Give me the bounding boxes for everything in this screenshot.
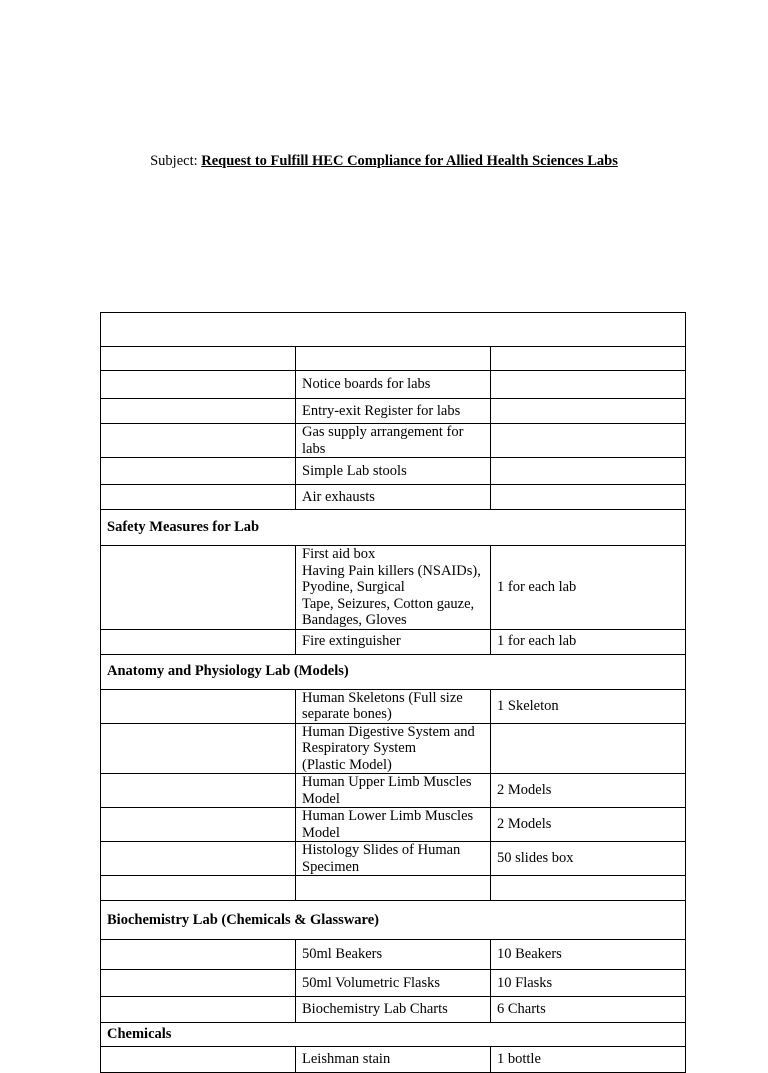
- serial-cell: [101, 970, 296, 997]
- item-text: Histology Slides of Human Specimen: [302, 842, 461, 875]
- item-text: (Plastic Model): [302, 756, 392, 773]
- table-row: [101, 424, 686, 458]
- quantity-cell: 2 Models: [491, 774, 686, 808]
- equipment-table: [100, 312, 686, 1073]
- item-text: 50ml Beakers: [302, 946, 383, 963]
- item-cell: [296, 347, 491, 371]
- item-text: Human Upper Limb Muscles Model: [302, 774, 472, 807]
- table-row: [101, 940, 686, 970]
- section-row: [101, 654, 686, 689]
- quantity-cell: 1 Skeleton: [491, 689, 686, 723]
- section-row: [101, 313, 686, 347]
- serial-cell: [101, 399, 296, 424]
- item-text: 50ml Volumetric Flasks: [302, 974, 441, 991]
- section-row: [101, 1023, 686, 1047]
- item-text: Human Skeletons (Full size separate bones): [302, 689, 463, 722]
- table-row: [101, 546, 686, 630]
- section-heading: Anatomy and Physiology Lab (Models): [101, 654, 686, 689]
- item-text: Leishman stain: [302, 1051, 391, 1068]
- serial-cell: [101, 1047, 296, 1073]
- item-cell: [296, 399, 491, 424]
- serial-cell: [101, 371, 296, 399]
- item-text: Human Lower Limb Muscles Model: [302, 808, 474, 841]
- quantity-cell: [491, 458, 686, 485]
- item-text: Human Digestive System and Respiratory System: [302, 723, 475, 756]
- table-row: [101, 842, 686, 876]
- serial-cell: [101, 424, 296, 458]
- quantity-cell: 10 Flasks: [491, 970, 686, 997]
- item-cell: [296, 876, 491, 901]
- serial-cell: [101, 997, 296, 1023]
- item-text: Air exhausts: [302, 488, 375, 505]
- item-text: Notice boards for labs: [302, 376, 431, 393]
- subject-label: Subject:: [150, 153, 198, 169]
- section-heading: Chemicals: [101, 1023, 686, 1047]
- section-row: [101, 901, 686, 940]
- serial-cell: [101, 774, 296, 808]
- item-cell: [296, 371, 491, 399]
- item-cell: [296, 1047, 491, 1073]
- table-row: [101, 723, 686, 774]
- table-row: [101, 774, 686, 808]
- section-row: [101, 510, 686, 546]
- table-row: [101, 371, 686, 399]
- table-row: [101, 629, 686, 654]
- quantity-cell: 50 slides box: [491, 842, 686, 876]
- serial-cell: [101, 458, 296, 485]
- table-row: [101, 347, 686, 371]
- item-text: Biochemistry Lab Charts: [302, 1001, 448, 1018]
- serial-cell: [101, 629, 296, 654]
- quantity-cell: [491, 371, 686, 399]
- item-text: Tape, Seizures, Cotton gauze, Bandages, Gloves: [302, 595, 475, 628]
- item-cell: [296, 458, 491, 485]
- subject-line: [0, 152, 768, 170]
- serial-cell: [101, 876, 296, 901]
- table-row: [101, 876, 686, 901]
- serial-cell: [101, 347, 296, 371]
- item-text: Fire extinguisher: [302, 633, 401, 650]
- quantity-cell: [491, 399, 686, 424]
- quantity-cell: [491, 424, 686, 458]
- quantity-cell: 1 for each lab: [491, 629, 686, 654]
- item-cell: [296, 970, 491, 997]
- table-row: [101, 997, 686, 1023]
- quantity-cell: 10 Beakers: [491, 940, 686, 970]
- table-row: [101, 970, 686, 997]
- item-text: Simple Lab stools: [302, 462, 407, 479]
- item-text: Having Pain killers (NSAIDs), Pyodine, Surgical: [302, 562, 481, 595]
- item-cell: [296, 424, 491, 458]
- quantity-cell: [491, 347, 686, 371]
- item-cell: [296, 997, 491, 1023]
- table-row: [101, 399, 686, 424]
- item-cell: [296, 546, 491, 630]
- table-row: [101, 485, 686, 510]
- serial-cell: [101, 842, 296, 876]
- item-cell: [296, 842, 491, 876]
- item-text: Gas supply arrangement for labs: [302, 424, 464, 457]
- item-cell: [296, 689, 491, 723]
- quantity-cell: [491, 723, 686, 774]
- item-cell: [296, 723, 491, 774]
- quantity-cell: 1 bottle: [491, 1047, 686, 1073]
- section-heading: Biochemistry Lab (Chemicals & Glassware): [101, 901, 686, 940]
- quantity-cell: 1 for each lab: [491, 546, 686, 630]
- item-cell: [296, 629, 491, 654]
- quantity-cell: 6 Charts: [491, 997, 686, 1023]
- serial-cell: [101, 808, 296, 842]
- equipment-table-body: [101, 313, 686, 1073]
- quantity-cell: 2 Models: [491, 808, 686, 842]
- table-row: [101, 458, 686, 485]
- serial-cell: [101, 485, 296, 510]
- item-cell: [296, 774, 491, 808]
- item-cell: [296, 485, 491, 510]
- table-row: [101, 808, 686, 842]
- serial-cell: [101, 723, 296, 774]
- item-text: Entry-exit Register for labs: [302, 402, 461, 419]
- serial-cell: [101, 689, 296, 723]
- item-cell: [296, 808, 491, 842]
- quantity-cell: [491, 876, 686, 901]
- section-heading: Safety Measures for Lab: [101, 510, 686, 546]
- quantity-cell: [491, 485, 686, 510]
- section-heading: [101, 313, 686, 347]
- table-row: [101, 689, 686, 723]
- serial-cell: [101, 546, 296, 630]
- table-row: [101, 1047, 686, 1073]
- serial-cell: [101, 940, 296, 970]
- subject-text: Request to Fulfill HEC Compliance for Allied Health Sciences Labs: [201, 153, 618, 169]
- item-text: First aid box: [302, 546, 376, 562]
- item-cell: [296, 940, 491, 970]
